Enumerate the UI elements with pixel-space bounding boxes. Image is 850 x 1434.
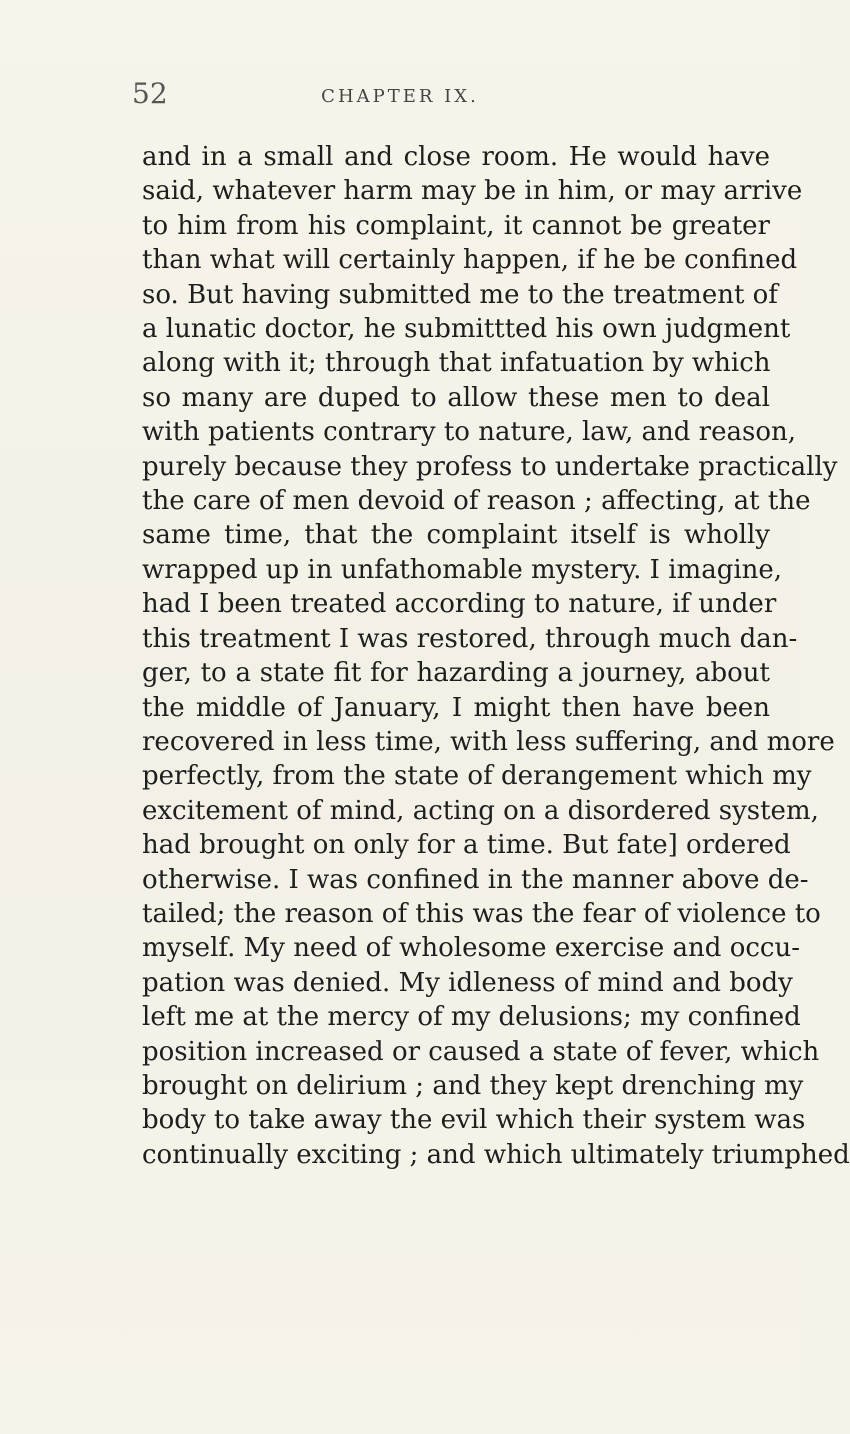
text-line: so. But having submitted me to the treatment of (142, 279, 778, 310)
text-line: and in a small and close room. He would have (142, 142, 770, 172)
text-line: excitement of mind, acting on a disordered system, (142, 795, 819, 826)
text-line: along with it; through that infatuation by which (142, 348, 771, 379)
text-line: said, whatever harm may be in him, or may arrive (142, 176, 803, 207)
text-line: ger, to a state fit for hazarding a journey, about (142, 658, 770, 689)
text-line: position increased or caused a state of fever, which (142, 1036, 820, 1067)
text-line: left me at the mercy of my delusions; my confined (142, 1002, 801, 1033)
text-line: than what will certainly happen, if he be confined (142, 245, 798, 276)
text-line: tailed; the reason of this was the fear of violence to (142, 898, 821, 929)
text-line: body to take away the evil which their system was (142, 1105, 806, 1136)
text-line: had brought on only for a time. But fate] ordered (142, 830, 791, 861)
text-line: so many are duped to allow these men to deal (142, 382, 770, 413)
text-line: otherwise. I was confined in the manner above de- (142, 864, 809, 895)
text-line: myself. My need of wholesome exercise and occu- (142, 933, 801, 964)
body-text (142, 140, 850, 1172)
text-line: the middle of January, I might then have been (142, 692, 770, 723)
text-line: pation was denied. My idleness of mind and body (142, 967, 793, 998)
running-head: CHAPTER IX. (321, 86, 479, 107)
text-line: purely because they profess to undertake practically (142, 451, 838, 482)
text-line: with patients contrary to nature, law, and reason, (142, 417, 796, 448)
text-line: had I been treated according to nature, if under (142, 589, 777, 620)
text-line: wrapped up in unfathomable mystery. I imagine, (142, 554, 783, 585)
text-line: a lunatic doctor, he submittted his own judgment (142, 314, 791, 345)
text-line: brought on delirium ; and they kept drenching my (142, 1070, 804, 1101)
text-line: continually exciting ; and which ultimately triumphed (142, 1139, 850, 1170)
text-line: this treatment I was restored, through much dan- (142, 623, 798, 654)
text-line: perfectly, from the state of derangement which my (142, 761, 812, 792)
page-number: 52 (132, 77, 168, 110)
text-line: same time, that the complaint itself is wholly (142, 520, 770, 551)
text-line: to him from his complaint, it cannot be greater (142, 210, 770, 241)
page-header (0, 76, 800, 116)
text-line: recovered in less time, with less suffering, and more (142, 726, 835, 757)
text-line: the care of men devoid of reason ; affecting, at the (142, 486, 811, 517)
